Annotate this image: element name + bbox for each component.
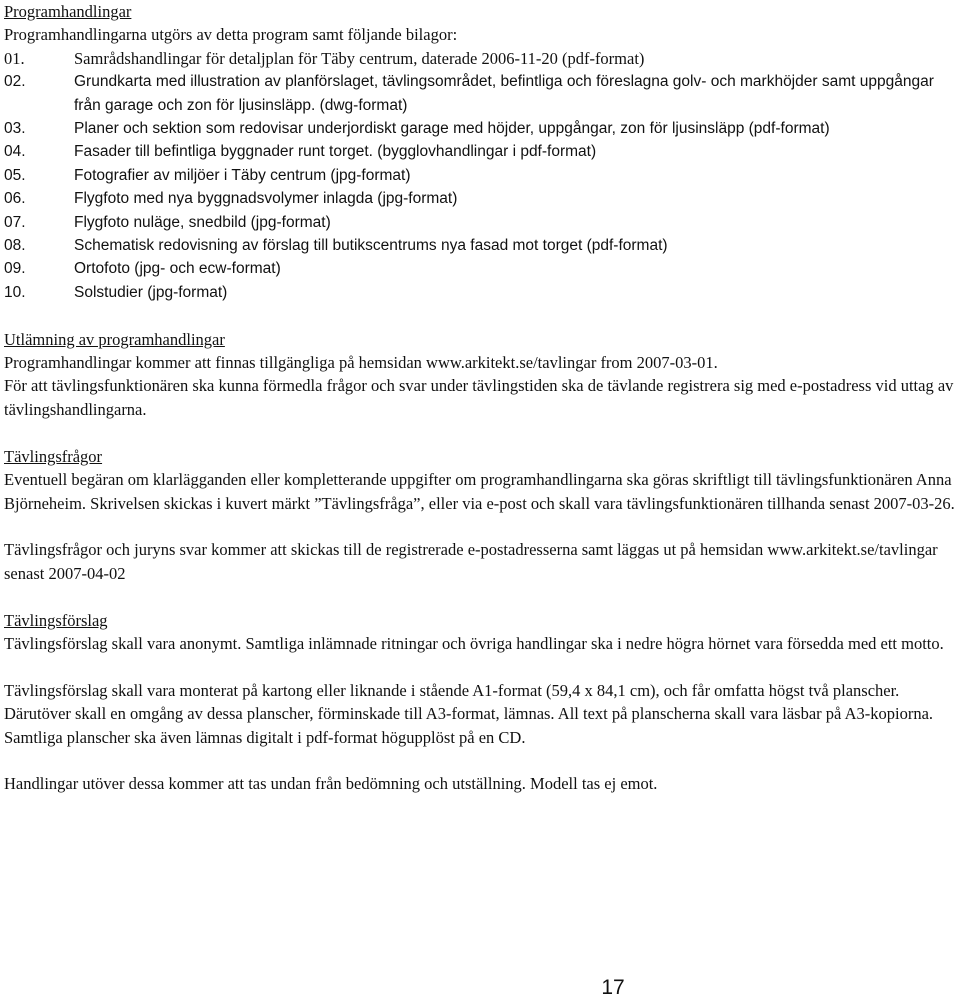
paragraph: Tävlingsförslag skall vara anonymt. Samtliga inlämnade ritningar och övriga handlingar ska i nedre högra hörnet vara försedda med ett motto. <box>4 633 944 653</box>
list-item <box>4 281 956 304</box>
paragraph: För att tävlingsfunktionären ska kunna förmedla frågor och svar under tävlingstiden ska de tävlande registrera sig med e-postadress vid uttag av tävlingshandlingarna. <box>4 376 954 419</box>
paragraph-spacer <box>4 304 956 327</box>
paragraph: Tävlingsförslag skall vara monterat på kartong eller liknande i stående A1-format (59,4 x 84,1 cm), och får omfatta högst två planscher. Därutöver skall en omgång av dessa planscher, förminskade till A3-format, lämnas. All text på planscherna skall vara läsbar på A3-kopiorna. <box>4 680 934 724</box>
list-item-text: Planer och sektion som redovisar underjordiskt garage med höjder, uppgångar, zon för ljusinsläpp (pdf-format) <box>74 120 830 138</box>
list-item-number: 05. <box>4 166 26 184</box>
list-item-number: 03. <box>4 120 26 138</box>
list-item <box>4 70 956 117</box>
paragraph: Tävlingsfrågor och juryns svar kommer att skickas till de registrerade e-postadresserna samt läggas ut på hemsidan www.arkitekt.se/tavlingar senast 2007-04-02 <box>4 540 938 583</box>
list-item-text: Fasader till befintliga byggnader runt torget. (bygglovhandlingar i pdf-format) <box>74 143 597 161</box>
list-item <box>4 47 956 70</box>
list-item-text: Samrådshandlingar för detaljplan för Täby centrum, daterade 2006-11-20 (pdf-format) <box>74 48 645 68</box>
paragraph-spacer <box>4 421 956 444</box>
list-item <box>4 257 956 280</box>
list-item-number: 01. <box>4 48 25 68</box>
document-page <box>4 0 956 796</box>
paragraph-spacer <box>4 585 956 608</box>
list-item-number: 04. <box>4 143 26 161</box>
paragraph: Eventuell begäran om klarlägganden eller kompletterande uppgifter om programhandlingarna ska göras skriftligt till tävlingsfunktionären Anna Björneheim. Skrivelsen skickas i kuvert märkt ”Tävlingsfråga”, eller via e-post och skall vara tävlingsfunktionären tillhanda senast 2007-03-26. <box>4 470 955 513</box>
list-item-text: Solstudier (jpg-format) <box>74 283 228 301</box>
list-item <box>4 140 956 163</box>
list-item <box>4 117 956 140</box>
list-item-number: 09. <box>4 260 26 278</box>
list-item-text: Flygfoto nuläge, snedbild (jpg-format) <box>74 213 331 231</box>
list-item-number: 02. <box>4 73 26 91</box>
list-item <box>4 164 956 187</box>
list-item-number: 08. <box>4 237 26 255</box>
section-heading-programhandlingar: Programhandlingar <box>4 2 132 21</box>
list-item-text: Fotografier av miljöer i Täby centrum (jpg-format) <box>74 166 411 184</box>
list-item <box>4 211 956 234</box>
paragraph: Samtliga planscher ska även lämnas digitalt i pdf-format högupplöst på en CD. <box>4 727 526 747</box>
list-item-text: Grundkarta med illustration av planförslaget, tävlingsområdet, befintliga och föreslagna golv- och markhöjder samt uppgångar från garage och zon för ljusinsläpp. (dwg-format) <box>74 73 934 114</box>
paragraph-spacer <box>4 655 956 678</box>
list-item <box>4 234 956 257</box>
list-item-text: Schematisk redovisning av förslag till butikscentrums nya fasad mot torget (pdf-format) <box>74 237 668 255</box>
paragraph: Handlingar utöver dessa kommer att tas undan från bedömning och utställning. Modell tas ej emot. <box>4 774 658 794</box>
paragraph-spacer <box>4 749 956 772</box>
paragraph-spacer <box>4 515 956 538</box>
section-heading-utlamning: Utlämning av programhandlingar <box>4 329 225 349</box>
list-item-number: 10. <box>4 283 26 301</box>
attachments-intro: Programhandlingarna utgörs av detta program samt följande bilagor: <box>4 25 458 45</box>
paragraph: Programhandlingar kommer att finnas tillgängliga på hemsidan www.arkitekt.se/tavlingar from 2007-03-01. <box>4 353 718 373</box>
section-heading-tavlingsfragor: Tävlingsfrågor <box>4 446 103 466</box>
page-number: 17 <box>601 976 625 999</box>
section-heading-tavlingsforslag: Tävlingsförslag <box>4 610 108 630</box>
list-item-number: 07. <box>4 213 26 231</box>
list-item-text: Ortofoto (jpg- och ecw-format) <box>74 260 281 278</box>
list-item-text: Flygfoto med nya byggnadsvolymer inlagda (jpg-format) <box>74 190 458 208</box>
list-item-number: 06. <box>4 190 26 208</box>
list-item <box>4 187 956 210</box>
